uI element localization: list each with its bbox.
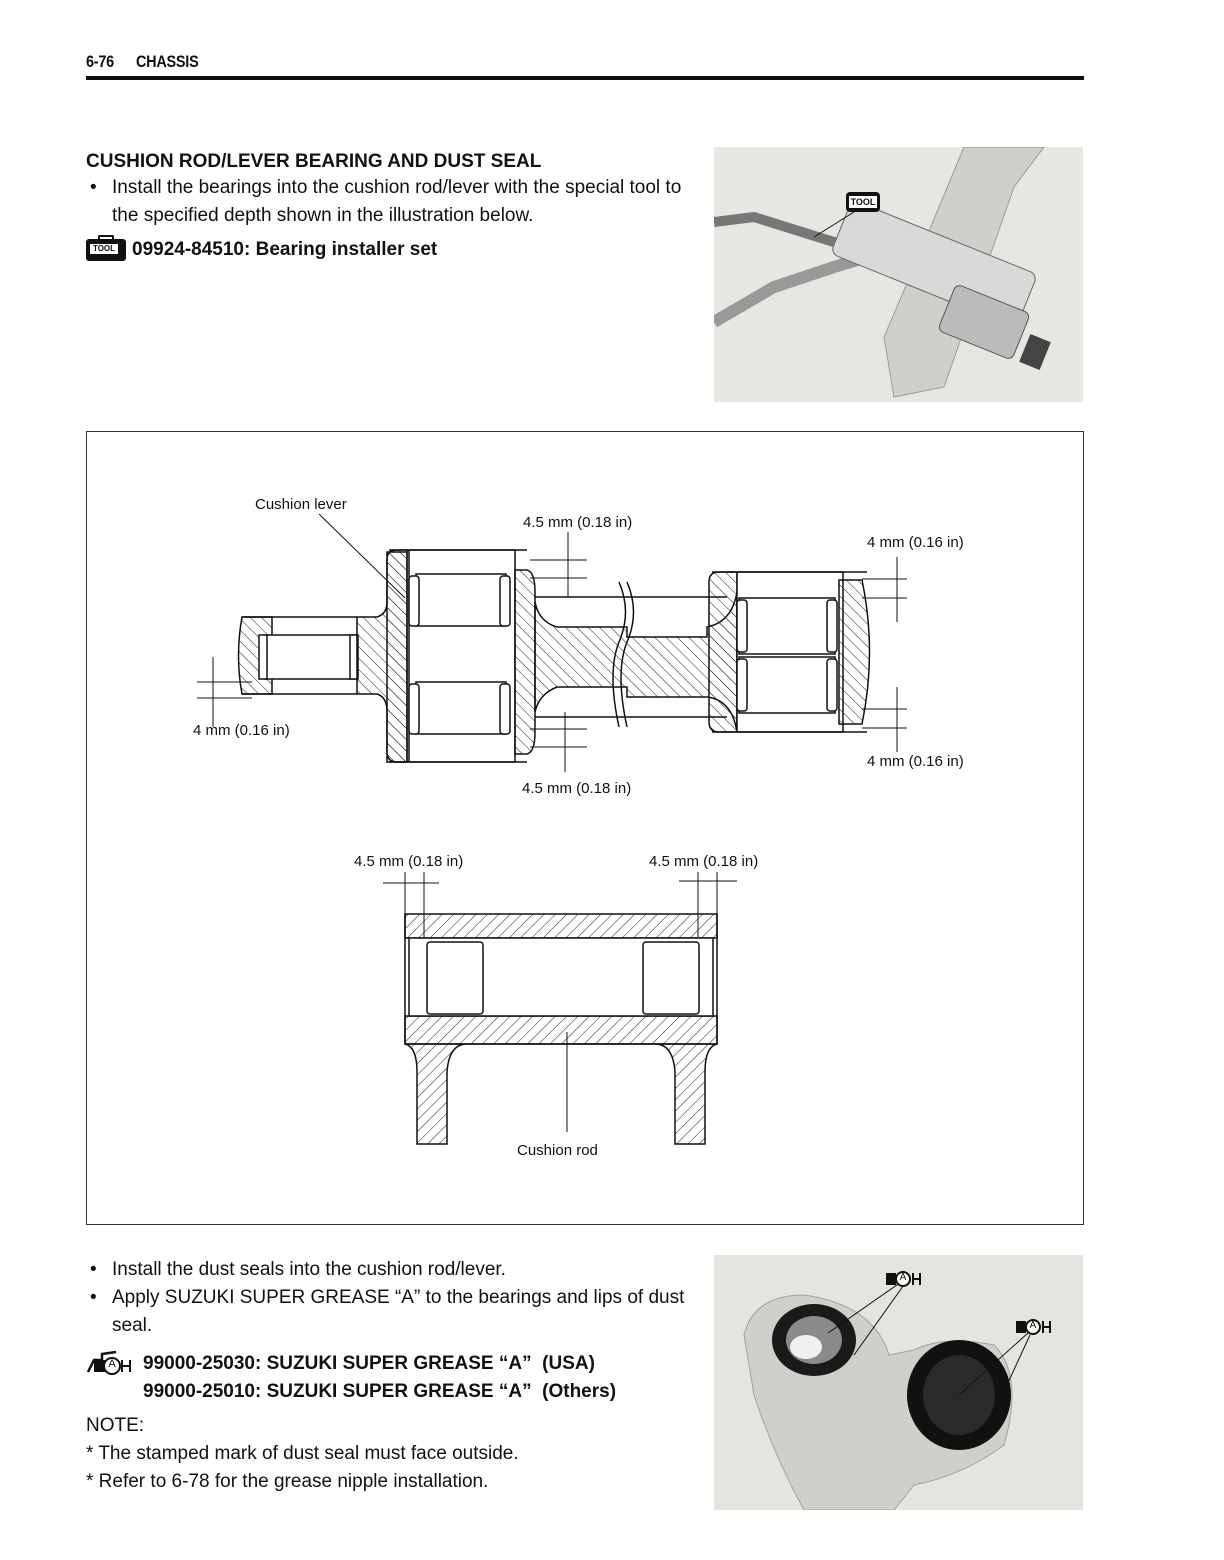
bullet-item: • Install the dust seals into the cushion rod/lever. — [90, 1256, 700, 1284]
page-header — [86, 52, 198, 72]
photo-dust-seal-grease — [714, 1255, 1083, 1510]
dim-right-top: 4 mm (0.16 in) — [867, 534, 964, 551]
bullet-text: Install the bearings into the cushion rod/lever with the special tool to the specified depth shown in the illustration below. — [112, 177, 682, 226]
photo-bearing-installation — [714, 147, 1083, 402]
grease-badge-icon: A — [882, 1267, 924, 1289]
section-name: CHASSIS — [136, 52, 199, 71]
grease-spec-line: 99000-25010: SUZUKI SUPER GREASE “A” (Others) — [143, 1381, 617, 1402]
section-title: CUSHION ROD/LEVER BEARING AND DUST SEAL — [86, 151, 542, 172]
tool-spec — [86, 239, 437, 261]
note-item: * The stamped mark of dust seal must face outside. — [86, 1443, 519, 1464]
cushion-rod-label: Cushion rod — [517, 1142, 598, 1159]
bullet-text: Apply SUZUKI SUPER GREASE “A” to the bearings and lips of dust seal. — [112, 1287, 685, 1336]
dim-top-center: 4.5 mm (0.18 in) — [523, 514, 633, 531]
bullet-item: • Install the bearings into the cushion rod/lever with the special tool to the specified depth shown in the illustration below. — [90, 174, 700, 230]
tool-icon: TOOL — [86, 239, 126, 261]
grease-badge-icon: A — [1012, 1315, 1054, 1337]
bearing-depth-diagram — [86, 431, 1084, 1225]
tool-badge-icon: TOOL — [846, 192, 880, 212]
dim-right-bottom: 4 mm (0.16 in) — [867, 753, 964, 770]
tool-spec-text: 09924-84510: Bearing installer set — [132, 239, 438, 260]
note-item: * Refer to 6-78 for the grease nipple installation. — [86, 1471, 489, 1492]
note-title: NOTE: — [86, 1415, 145, 1436]
photo-illustration — [714, 1255, 1083, 1510]
dim-left: 4 mm (0.16 in) — [193, 722, 290, 739]
bullet-text: Install the dust seals into the cushion rod/lever. — [112, 1259, 506, 1280]
page-number: 6-76 — [86, 52, 114, 71]
dim-bottom-center: 4.5 mm (0.18 in) — [522, 780, 632, 797]
header-rule — [86, 76, 1084, 80]
photo-illustration — [714, 147, 1083, 402]
grease-icon: A — [86, 1350, 136, 1376]
dim-rod-right: 4.5 mm (0.18 in) — [649, 853, 759, 870]
grease-spec-line: 99000-25030: SUZUKI SUPER GREASE “A” (USA) — [143, 1353, 595, 1374]
grease-spec — [143, 1350, 616, 1406]
dim-rod-left: 4.5 mm (0.18 in) — [354, 853, 464, 870]
bullet-item: • Apply SUZUKI SUPER GREASE “A” to the bearings and lips of dust seal. — [90, 1284, 700, 1340]
cushion-lever-label: Cushion lever — [255, 496, 347, 513]
